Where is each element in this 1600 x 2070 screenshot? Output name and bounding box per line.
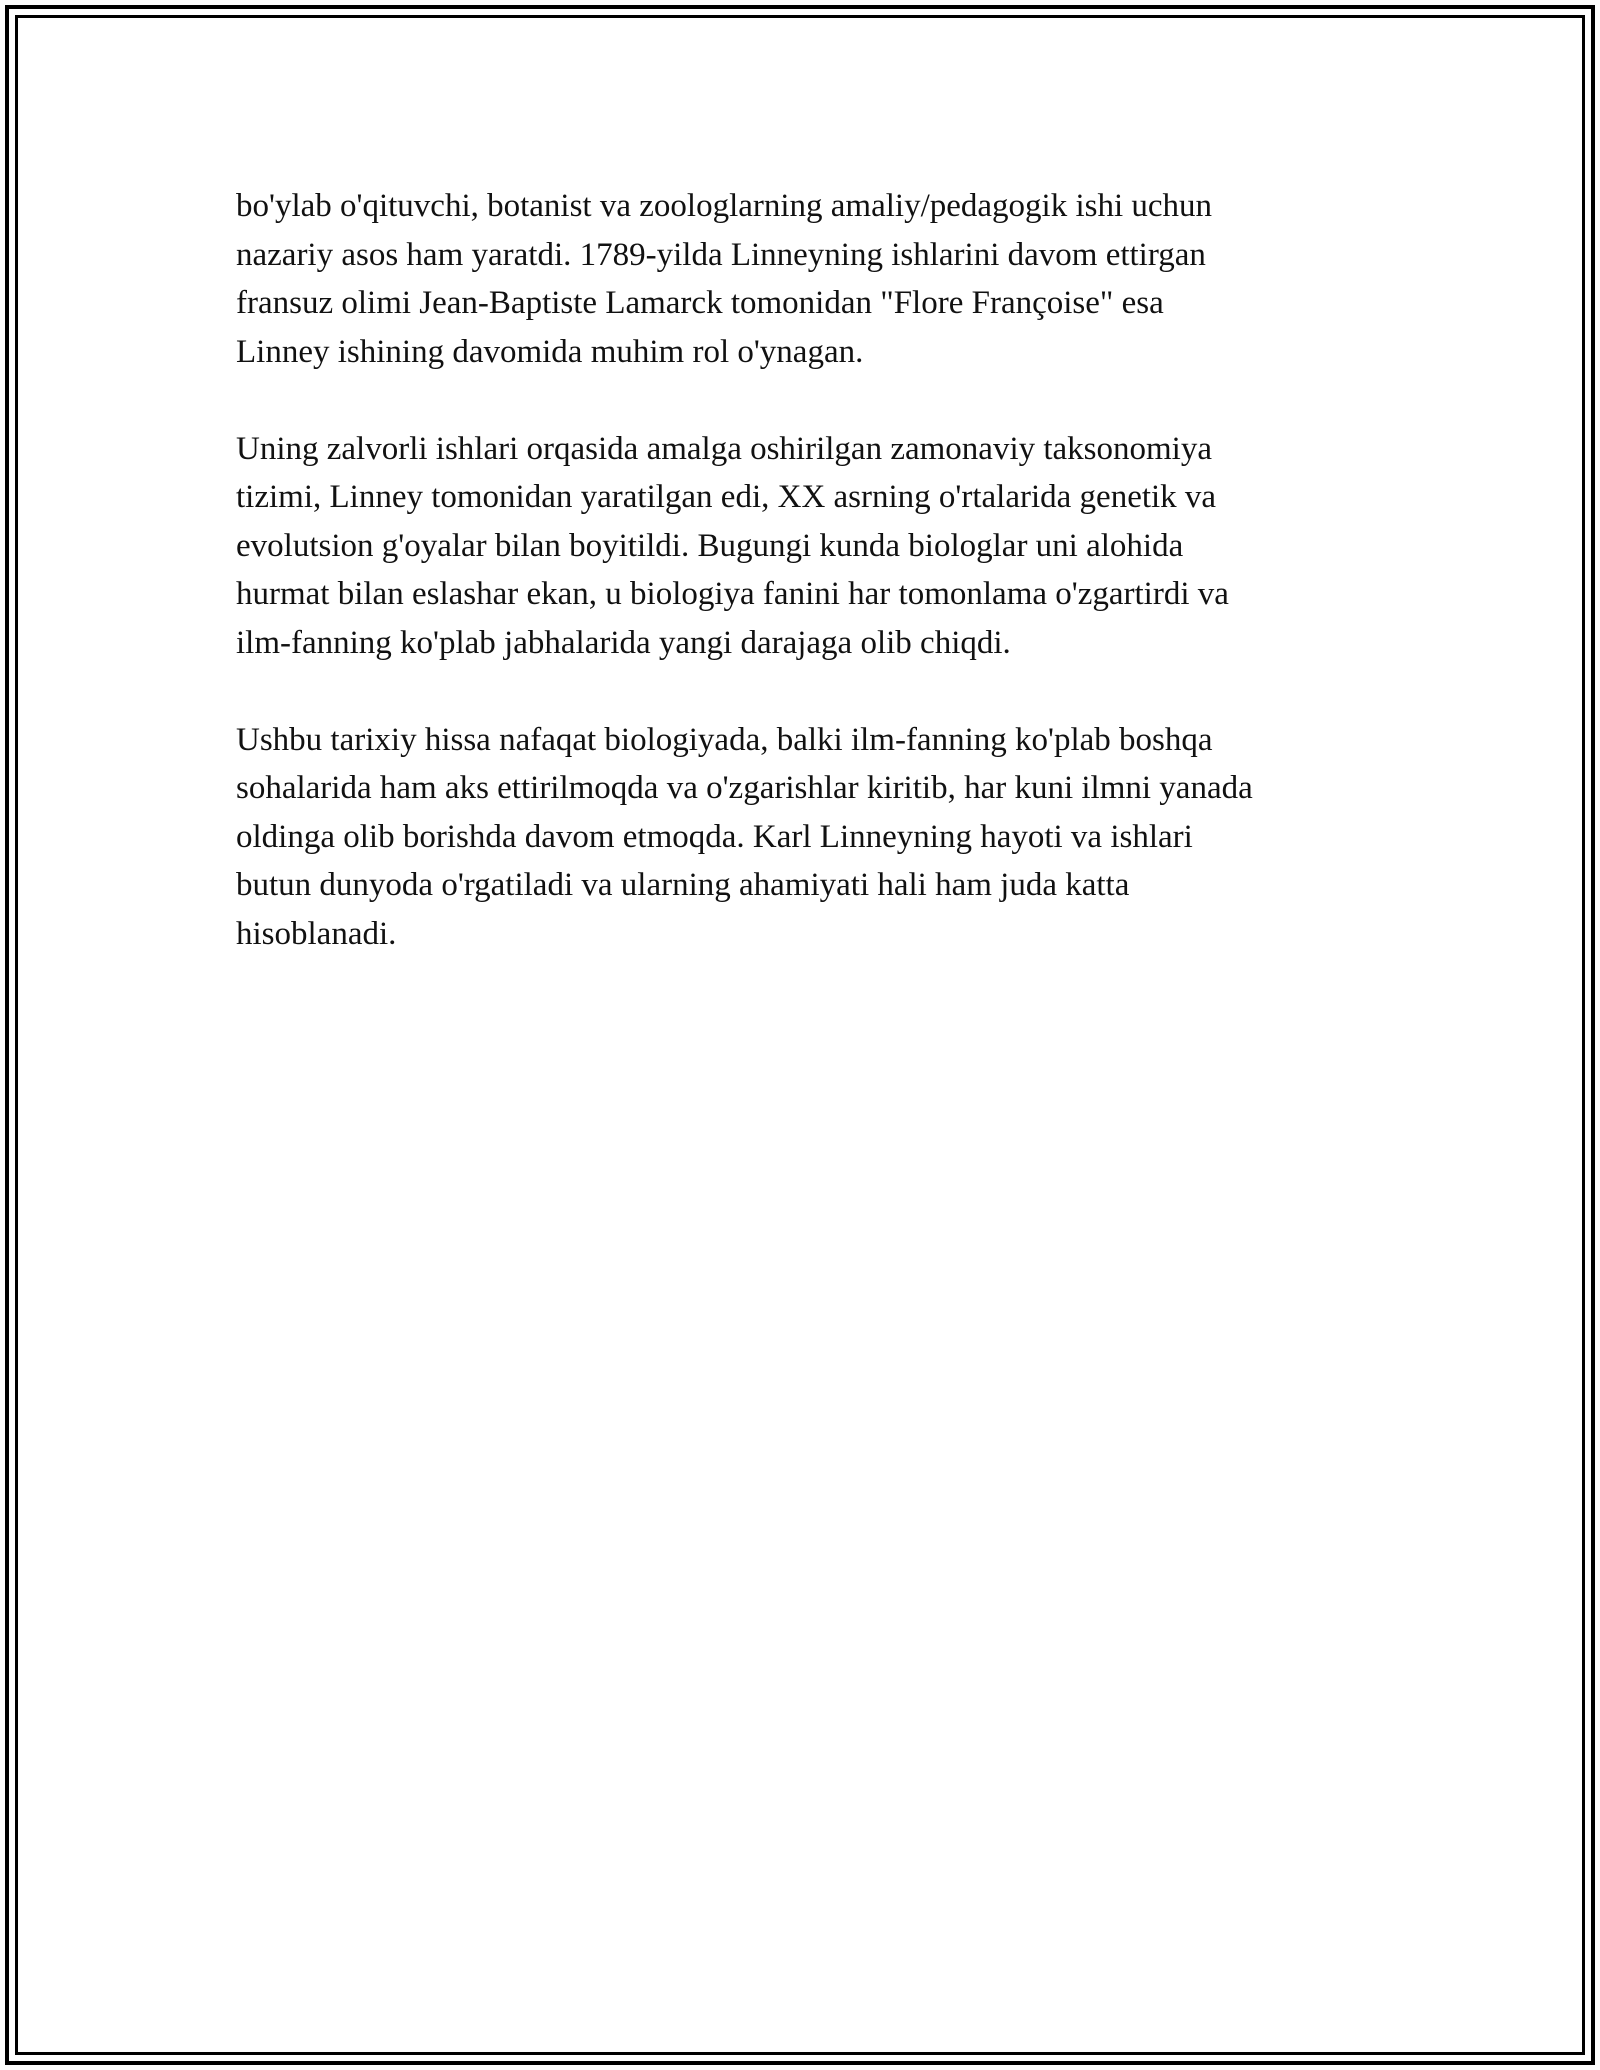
paragraph-line: butun dunyoda o'rgatiladi va ularning ahamiyati hali ham juda katta <box>236 867 1130 903</box>
paragraph-line: Linney ishining davomida muhim rol o'ynagan. <box>236 333 864 370</box>
paragraph-line: ilm-fanning ko'plab jabhalarida yangi darajaga olib chiqdi. <box>236 624 1011 661</box>
document-body <box>236 182 1416 1007</box>
paragraph-line: oldinga olib borishda davom etmoqda. Karl Linneyning hayoti va ishlari <box>236 818 1193 855</box>
paragraph-line: Uning zalvorli ishlari orqasida amalga oshirilgan zamonaviy taksonomiya <box>236 430 1212 467</box>
paragraph-line: evolutsion g'oyalar bilan boyitildi. Bugungi kunda biologlar uni alohida <box>236 527 1184 564</box>
paragraph-1 <box>236 182 1416 376</box>
paragraph-line: hurmat bilan eslashar ekan, u biologiya fanini har tomonlama o'zgartirdi va <box>236 576 1229 612</box>
paragraph-line: bo'ylab o'qituvchi, botanist va zoologlarning amaliy/pedagogik ishi uchun <box>236 188 1213 224</box>
paragraph-line: fransuz olimi Jean-Baptiste Lamarck tomonidan "Flore Françoise" esa <box>236 285 1164 321</box>
paragraph-3 <box>236 716 1416 959</box>
paragraph-2 <box>236 425 1416 668</box>
paragraph-line: nazariy asos ham yaratdi. 1789-yilda Linneyning ishlarini davom ettirgan <box>236 236 1206 273</box>
paragraph-line: tizimi, Linney tomonidan yaratilgan edi, XX asrning o'rtalarida genetik va <box>236 479 1217 515</box>
paragraph-line: Ushbu tarixiy hissa nafaqat biologiyada, balki ilm-fanning ko'plab boshqa <box>236 721 1213 758</box>
paragraph-line: hisoblanadi. <box>236 915 397 952</box>
paragraph-line: sohalarida ham aks ettirilmoqda va o'zgarishlar kiritib, har kuni ilmni yanada <box>236 770 1253 806</box>
